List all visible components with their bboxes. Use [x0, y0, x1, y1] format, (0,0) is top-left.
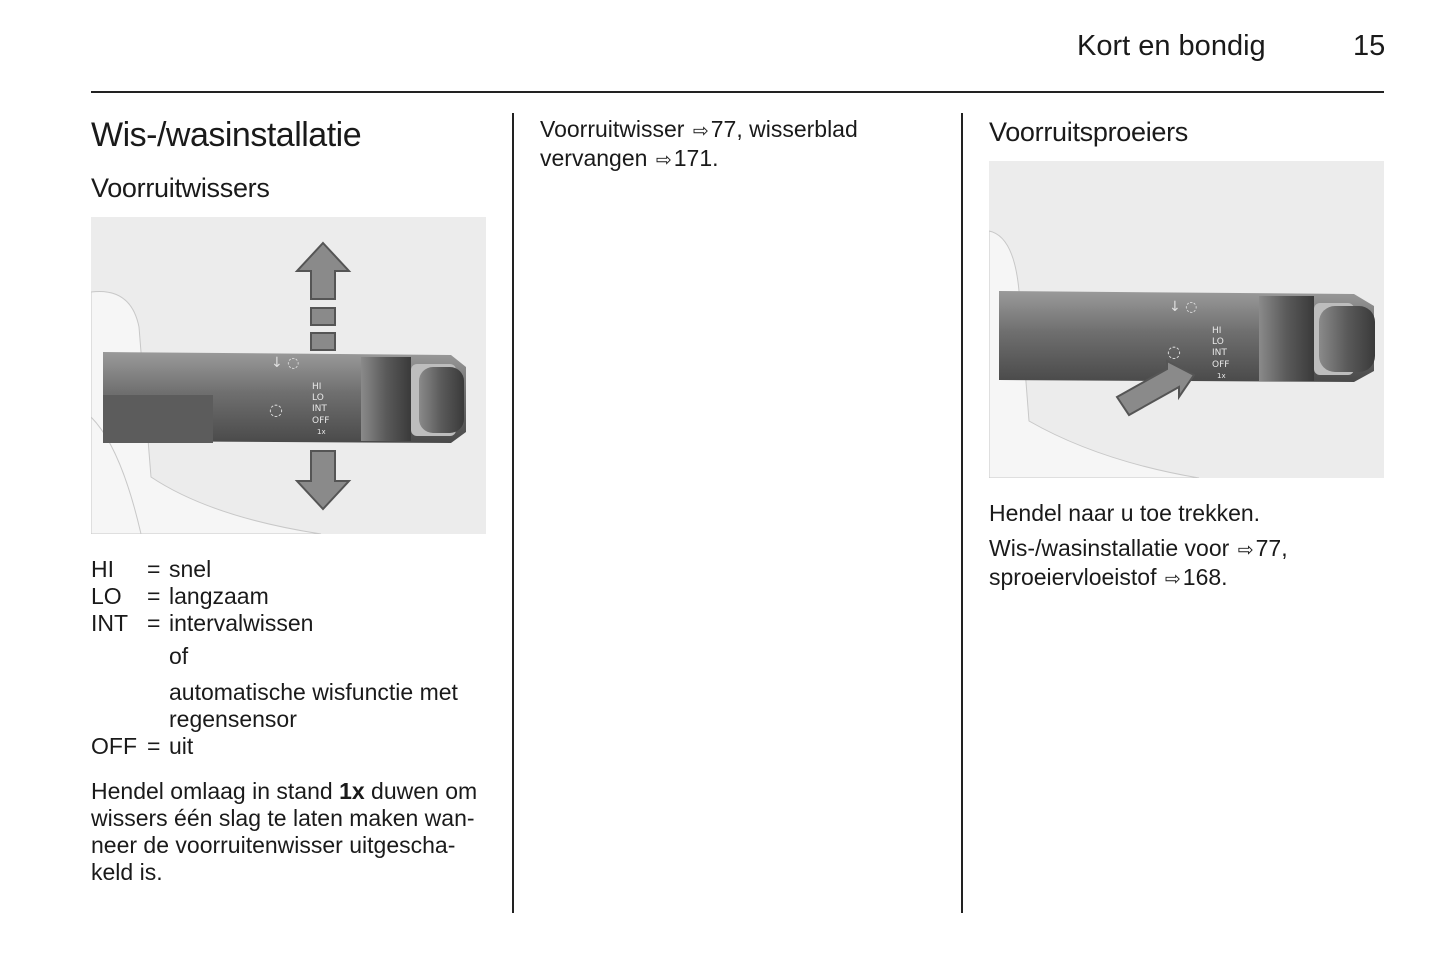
label-lo: LO	[1212, 337, 1224, 347]
ref-text: Wis-/wasinstallatie voor	[989, 535, 1230, 561]
def-equals: =	[147, 583, 161, 609]
def-equals: =	[147, 556, 161, 582]
page-ref-arrow-icon: ⇨	[1164, 569, 1181, 590]
def-cont-of: of	[169, 643, 189, 669]
def-desc: uit	[169, 733, 194, 759]
para-line: keld is.	[91, 859, 163, 885]
para-bold: 1x	[339, 778, 365, 804]
def-cont-auto: automatische wisfunctie met	[169, 679, 458, 705]
def-term: LO	[91, 583, 122, 609]
def-term: HI	[91, 556, 114, 582]
page-ref-arrow-icon: ⇨	[1237, 540, 1254, 561]
svg-text:↓ ◌: ↓ ◌	[1169, 299, 1198, 315]
para-text: Hendel omlaag in stand	[91, 778, 340, 804]
label-int: INT	[312, 404, 327, 414]
label-hi: HI	[312, 382, 322, 392]
label-once: 1x	[1217, 372, 1226, 380]
def-term: INT	[91, 610, 129, 636]
washer-lever-illustration	[989, 161, 1384, 478]
label-off: OFF	[312, 416, 330, 426]
subsection-heading-wipers: Voorruitwissers	[91, 173, 270, 203]
subsection-heading-washers: Voorruitsproeiers	[989, 117, 1188, 147]
page-number: 15	[1353, 30, 1386, 62]
page-ref-arrow-icon: ⇨	[655, 150, 672, 171]
para-line: neer de voorruitenwisser uitgescha-	[91, 832, 456, 858]
page-ref-arrow-icon: ⇨	[692, 121, 709, 142]
label-once: 1x	[317, 428, 326, 436]
ref-page[interactable]: 77, wisserblad	[710, 116, 858, 142]
def-cont-sensor: regensensor	[169, 706, 297, 732]
wiper-lever-illustration	[91, 217, 486, 534]
svg-text:◌: ◌	[269, 400, 283, 419]
page-header-title: Kort en bondig	[1077, 30, 1266, 62]
label-lo: LO	[312, 393, 324, 403]
para-line: wissers één slag te laten maken wan-	[91, 805, 475, 831]
washer-reference-text	[989, 535, 1288, 593]
label-int: INT	[1212, 348, 1227, 358]
column-divider-2	[961, 113, 963, 913]
column-divider-1	[512, 113, 514, 913]
def-desc: langzaam	[169, 583, 269, 609]
label-off: OFF	[1212, 360, 1230, 370]
para-text: duwen om	[364, 778, 478, 804]
ref-page[interactable]: 168.	[1182, 564, 1228, 590]
pull-lever-instruction: Hendel naar u toe trekken.	[989, 500, 1261, 526]
def-desc: snel	[169, 556, 212, 582]
ref-text: vervangen	[540, 145, 648, 171]
header-divider	[91, 91, 1384, 93]
svg-text:◌: ◌	[1167, 342, 1181, 361]
label-hi: HI	[1212, 326, 1222, 336]
section-heading: Wis-/wasinstallatie	[91, 116, 362, 154]
def-equals: =	[147, 733, 161, 759]
ref-page[interactable]: 171.	[673, 145, 719, 171]
single-wipe-paragraph	[91, 778, 477, 886]
ref-page[interactable]: 77,	[1255, 535, 1288, 561]
def-desc: intervalwissen	[169, 610, 314, 636]
ref-text: Voorruitwisser	[540, 116, 685, 142]
def-equals: =	[147, 610, 161, 636]
wiper-reference-text	[540, 116, 858, 174]
svg-text:↓ ◌: ↓ ◌	[271, 355, 300, 371]
def-term: OFF	[91, 733, 137, 759]
ref-text: sproeiervloeistof	[989, 564, 1157, 590]
